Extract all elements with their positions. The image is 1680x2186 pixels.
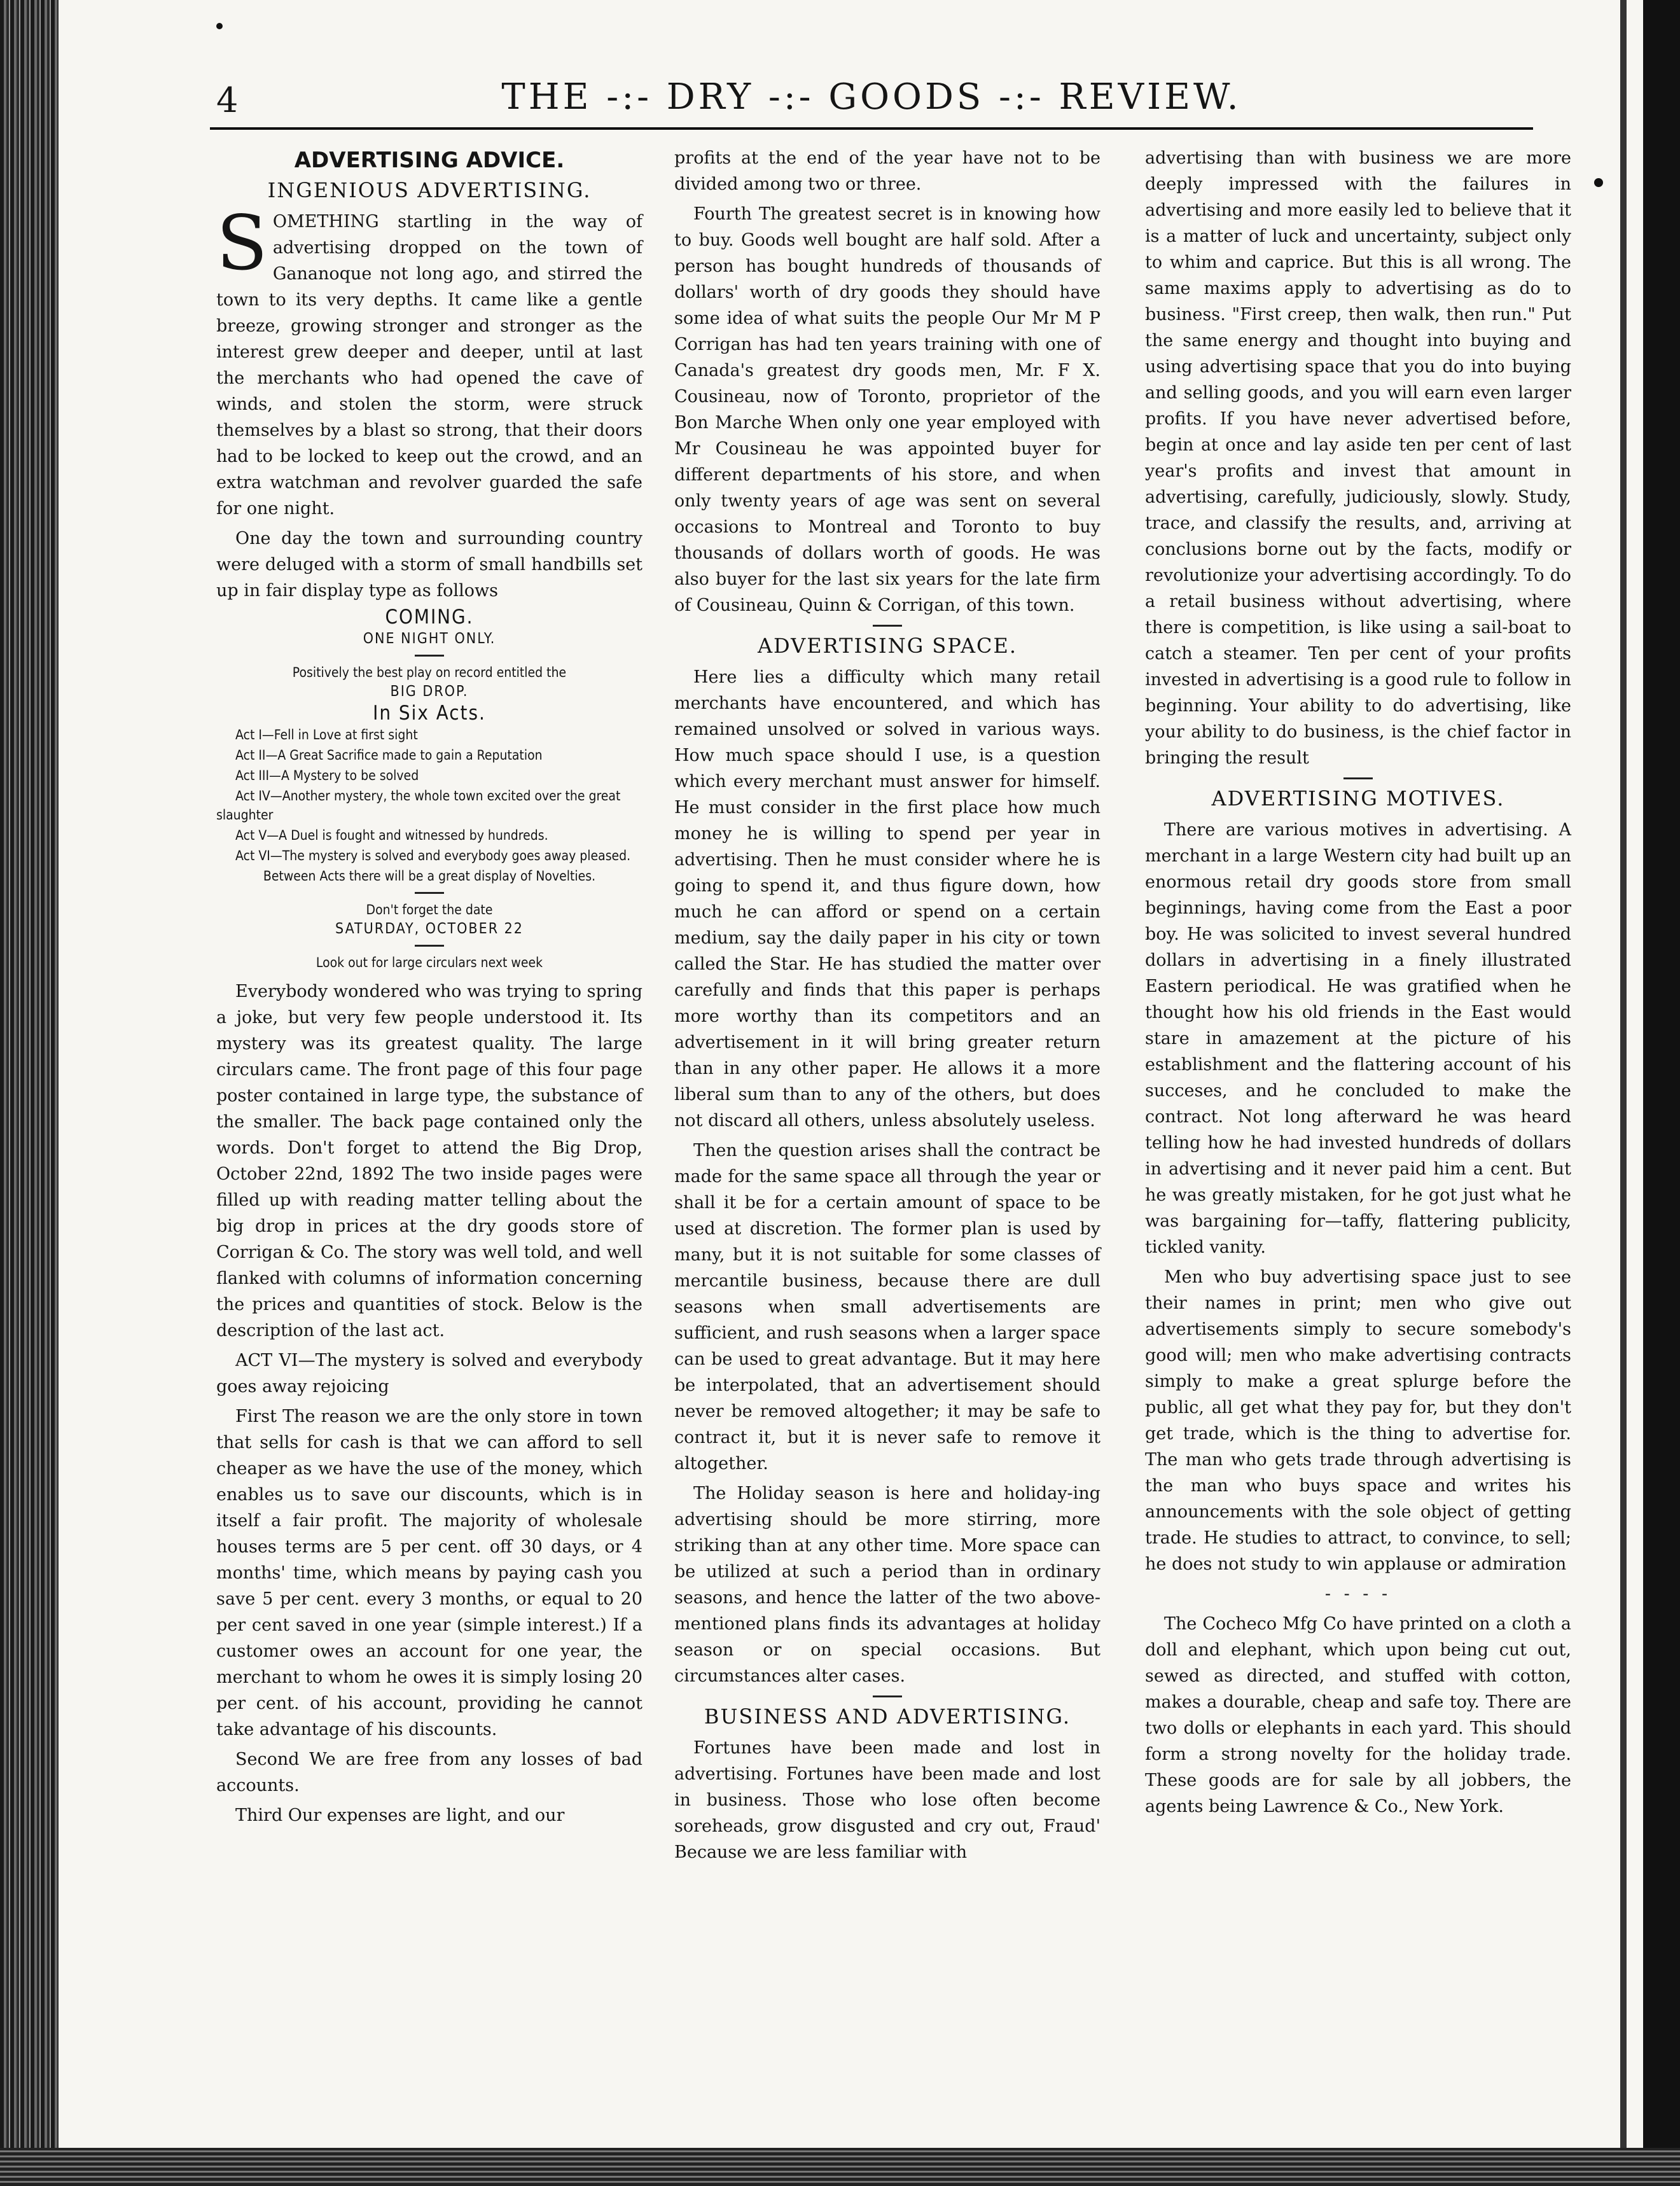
handbill-acts-count: In Six Acts. xyxy=(373,702,486,725)
handbill-act: Act II—A Great Sacrifice made to gain a Reputation xyxy=(235,748,543,763)
article-paragraph: Everybody wondered who was trying to spring a joke, but very few people understood it. Its mystery was its greatest quality. The large circulars came. The front page of this four page poster contained in large type, the substance of the smaller. The back page contained only the words. Don't forget to attend the Big Drop, October 22nd, 1892 The two inside pages were filled up with reading matter telling about the big drop in prices at the dry goods store of Corrigan & Co. The story was well told, and well flanked with columns of information concerning the prices and quantities of stock. Below is the description of the last act. xyxy=(216,982,642,1340)
column-2 xyxy=(674,145,1100,1869)
section-heading-advertising-space: ADVERTISING SPACE. xyxy=(757,634,1018,658)
page-header xyxy=(210,76,1533,127)
handbill-dont-forget: Don't forget the date xyxy=(366,902,493,917)
article-paragraph: Then the question arises shall the contract be made for the same space all through the year or shall it be for a certain amount of space to be used at discretion. The former plan is used by many, but it is not suitable for some classes of mercantile business, because there are dull seasons when small advertisements are sufficient, and rush seasons when a larger space can be used to great advantage. But it may here be interpolated, that an advertisement should never be removed altogether; it may be safe to contract it, but it is never safe to remove it altogether. xyxy=(674,1141,1100,1473)
section-heading-business-and-advertising: BUSINESS AND ADVERTISING. xyxy=(704,1704,1071,1729)
article-paragraph: Third Our expenses are light, and our xyxy=(235,1806,565,1825)
scan-border-right-inner xyxy=(1620,0,1627,2186)
ink-speck xyxy=(1594,178,1603,187)
article-paragraph: One day the town and surrounding country were deluged with a storm of small handbills set up in fair display type as follows xyxy=(216,529,642,601)
handbill-act: Act I—Fell in Love at first sight xyxy=(235,727,418,742)
article-paragraph: Second We are free from any losses of bad accounts. xyxy=(216,1750,642,1795)
drop-cap: S xyxy=(216,199,268,287)
scan-border-bottom xyxy=(0,2148,1680,2186)
article-paragraph: advertising than with business we are more deeply impressed with the failures in advertising and more easily led to believe that it is a matter of luck and uncertainty, subject only to whim and caprice. But this is all wrong. The same maxims apply to advertising as do to business. "First creep, then walk, then run." Put the same energy and thought into buying and using advertising space that you do into buying and selling goods, and you will earn even larger profits. If you have never advertised before, begin at once and lay aside ten per cent of last year's profits and invest that amount in advertising, carefully, judiciously, slowly. Study, trace, and classify the results, and, arriving at conclusions borne out by the facts, modify or revolutionize your advertising accordingly. To do a retail business without advertising, where there is competition, is like using a sail-boat to catch a steamer. Ten per cent of your profits invested in advertising is a good rule to follow in beginning. Your ability to do advertising, like your ability to do business, is the chief factor in bringing the result xyxy=(1145,148,1571,768)
article-paragraph: SOMETHING startling in the way of advertising dropped on the town of Gananoque not long ago, and stirred the town to its very depths. It came like a gentle breeze, growing stronger and stronger as the interest grew deeper and deeper, until at last the merchants who had opened the cave of winds, and stolen the storm, were struck themselves by a blast so strong, that their doors had to be locked to keep out the crowd, and an extra watchman and revolver guarded the safe for one night. xyxy=(216,199,642,519)
divider xyxy=(873,1695,902,1697)
divider xyxy=(873,625,902,627)
handbill-act: Act VI—The mystery is solved and everybody goes away pleased. xyxy=(235,848,631,863)
handbill-act: Act III—A Mystery to be solved xyxy=(235,768,419,783)
scan-border-right xyxy=(1643,0,1680,2186)
handbill-one-night: ONE NIGHT ONLY. xyxy=(363,630,496,647)
handbill-lookout: Look out for large circulars next week xyxy=(316,955,543,970)
article-paragraph: Fortunes have been made and lost in advertising. Fortunes have been made and lost in business. Those who lose often become soreheads, grow disgusted and cry out, Fraud' Because we are less familiar with xyxy=(674,1738,1100,1862)
handbill-positively: Positively the best play on record entitled the xyxy=(292,665,567,680)
handbill-date: SATURDAY, OCTOBER 22 xyxy=(335,921,524,937)
handbill-between-acts: Between Acts there will be a great display of Novelties. xyxy=(263,868,596,884)
article-paragraph: ACT VI—The mystery is solved and everybody goes away rejoicing xyxy=(216,1351,642,1396)
handbill-title: BIG DROP. xyxy=(390,683,469,700)
page-binding-edge xyxy=(0,0,59,2186)
divider xyxy=(415,892,444,894)
handbill-act: Act IV—Another mystery, the whole town excited over the great slaughter xyxy=(216,788,621,823)
column-3 xyxy=(1145,145,1571,1823)
page-number: 4 xyxy=(216,80,239,120)
article-paragraph: profits at the end of the year have not to be divided among two or three. xyxy=(674,148,1100,194)
ink-speck xyxy=(216,23,223,29)
handbill-reproduction xyxy=(216,608,642,972)
article-paragraph: Here lies a difficulty which many retail merchants have encountered, and which has remained unsolved or solved in various ways. How much space should I use, is a question which every merchant must answer for himself. He must consider in the first place how much money he is willing to spend per year in advertising. Then he must consider where he is going to spend it, and thus figure down, how much he can afford or spend on a certain medium, say the daily paper in his city or town called the Star. He has studied the matter over carefully and finds that this paper is perhaps more worthy than its competitors and an advertisement in it will bring greater return than in any other paper. He allows it a more liberal sum than to any of the others, but does not discard all others, unless absolutely useless. xyxy=(674,667,1100,1131)
article-paragraph: The Holiday season is here and holiday-ing advertising should be more stirring, more striking than at any other time. More space can be utilized at such a period than in ordinary seasons, and hence the latter of the two above-mentioned plans finds its advantages at holiday season or on special occasions. But circumstances alter cases. xyxy=(674,1484,1100,1686)
header-rule xyxy=(210,127,1533,130)
divider xyxy=(1343,777,1373,779)
divider xyxy=(415,655,444,657)
divider xyxy=(415,945,444,947)
article-paragraph: Fourth The greatest secret is in knowing how to buy. Goods well bought are half sold. After a person has bought hundreds of thousands of dollars' worth of dry goods they should have some idea of what suits the people Our Mr M P Corrigan has had ten years training with one of Canada's greatest dry goods men, Mr. F X. Cousineau, now of Toronto, proprietor of the Bon Marche When only one year employed with Mr Cousineau he was appointed buyer for different departments of his store, and when only twenty years of age was sent on several occasions to Montreal and Toronto to buy thousands of dollars worth of goods. He was also buyer for the last six years for the late firm of Cousineau, Quinn & Corrigan, of this town. xyxy=(674,204,1100,615)
article-paragraph: Men who buy advertising space just to see their names in print; men who give out advertisements simply to secure somebody's good will; men who make advertising contracts simply to make a great splurge before the public, all get what they pay for, but they don't get trade, which is the thing to advertise for. The man who gets trade through advertising is the man who buys space and writes his announcements with the sole object of getting trade. He studies to attract, to convince, to sell; he does not study to win applause or admiration xyxy=(1145,1267,1571,1574)
article-paragraph: The Cocheco Mfg Co have printed on a cloth a doll and elephant, which upon being cut out, sewed as directed, and stuffed with cotton, makes a dourable, cheap and safe toy. There are two dolls or elephants in each yard. This should form a strong novelty for the holiday trade. These goods are for sale by all jobbers, the agents being Lawrence & Co., New York. xyxy=(1145,1614,1571,1816)
running-title: THE -:- DRY -:- GOODS -:- REVIEW. xyxy=(501,76,1242,118)
handbill-coming: COMING. xyxy=(385,606,474,629)
handbill-act: Act V—A Duel is fought and witnessed by hundreds. xyxy=(235,828,548,843)
subheading-ingenious-advertising: INGENIOUS ADVERTISING. xyxy=(267,178,592,202)
dash-separator: - - - - xyxy=(1324,1584,1392,1604)
section-heading-advertising-motives: ADVERTISING MOTIVES. xyxy=(1211,786,1505,811)
column-1 xyxy=(216,145,642,1832)
section-heading-advertising-advice: ADVERTISING ADVICE. xyxy=(294,148,565,173)
article-paragraph: First The reason we are the only store in town that sells for cash is that we can afford to sell cheaper as we have the use of the money, which enables us to save our discounts, which is in itself a fair profit. The majority of wholesale houses terms are 5 per cent. off 30 days, or 4 months' time, which means by paying cash you save 5 per cent. every 3 months, or equal to 20 per cent saved in one year (simple interest.) If a customer owes an account for one year, the merchant to whom he owes it is simply losing 20 per cent. of his account, providing he cannot take advantage of his discounts. xyxy=(216,1407,642,1739)
article-paragraph: There are various motives in advertising. A merchant in a large Western city had built up an enormous retail dry goods store from small beginnings, having come from the East a poor boy. He was solicited to invest several hundred dollars in advertising in a finely illustrated Eastern periodical. He was gratified when he thought how his old friends in the East would stare in amazement at the picture of his establishment and the flattering account of his succeses, and he concluded to make the contract. Not long afterward he was heard telling how he had invested hundreds of dollars in advertising and it never paid him a cent. But he was greatly mistaken, for he got just what he was bargaining for—taffy, flattering publicity, tickled vanity. xyxy=(1145,820,1571,1257)
